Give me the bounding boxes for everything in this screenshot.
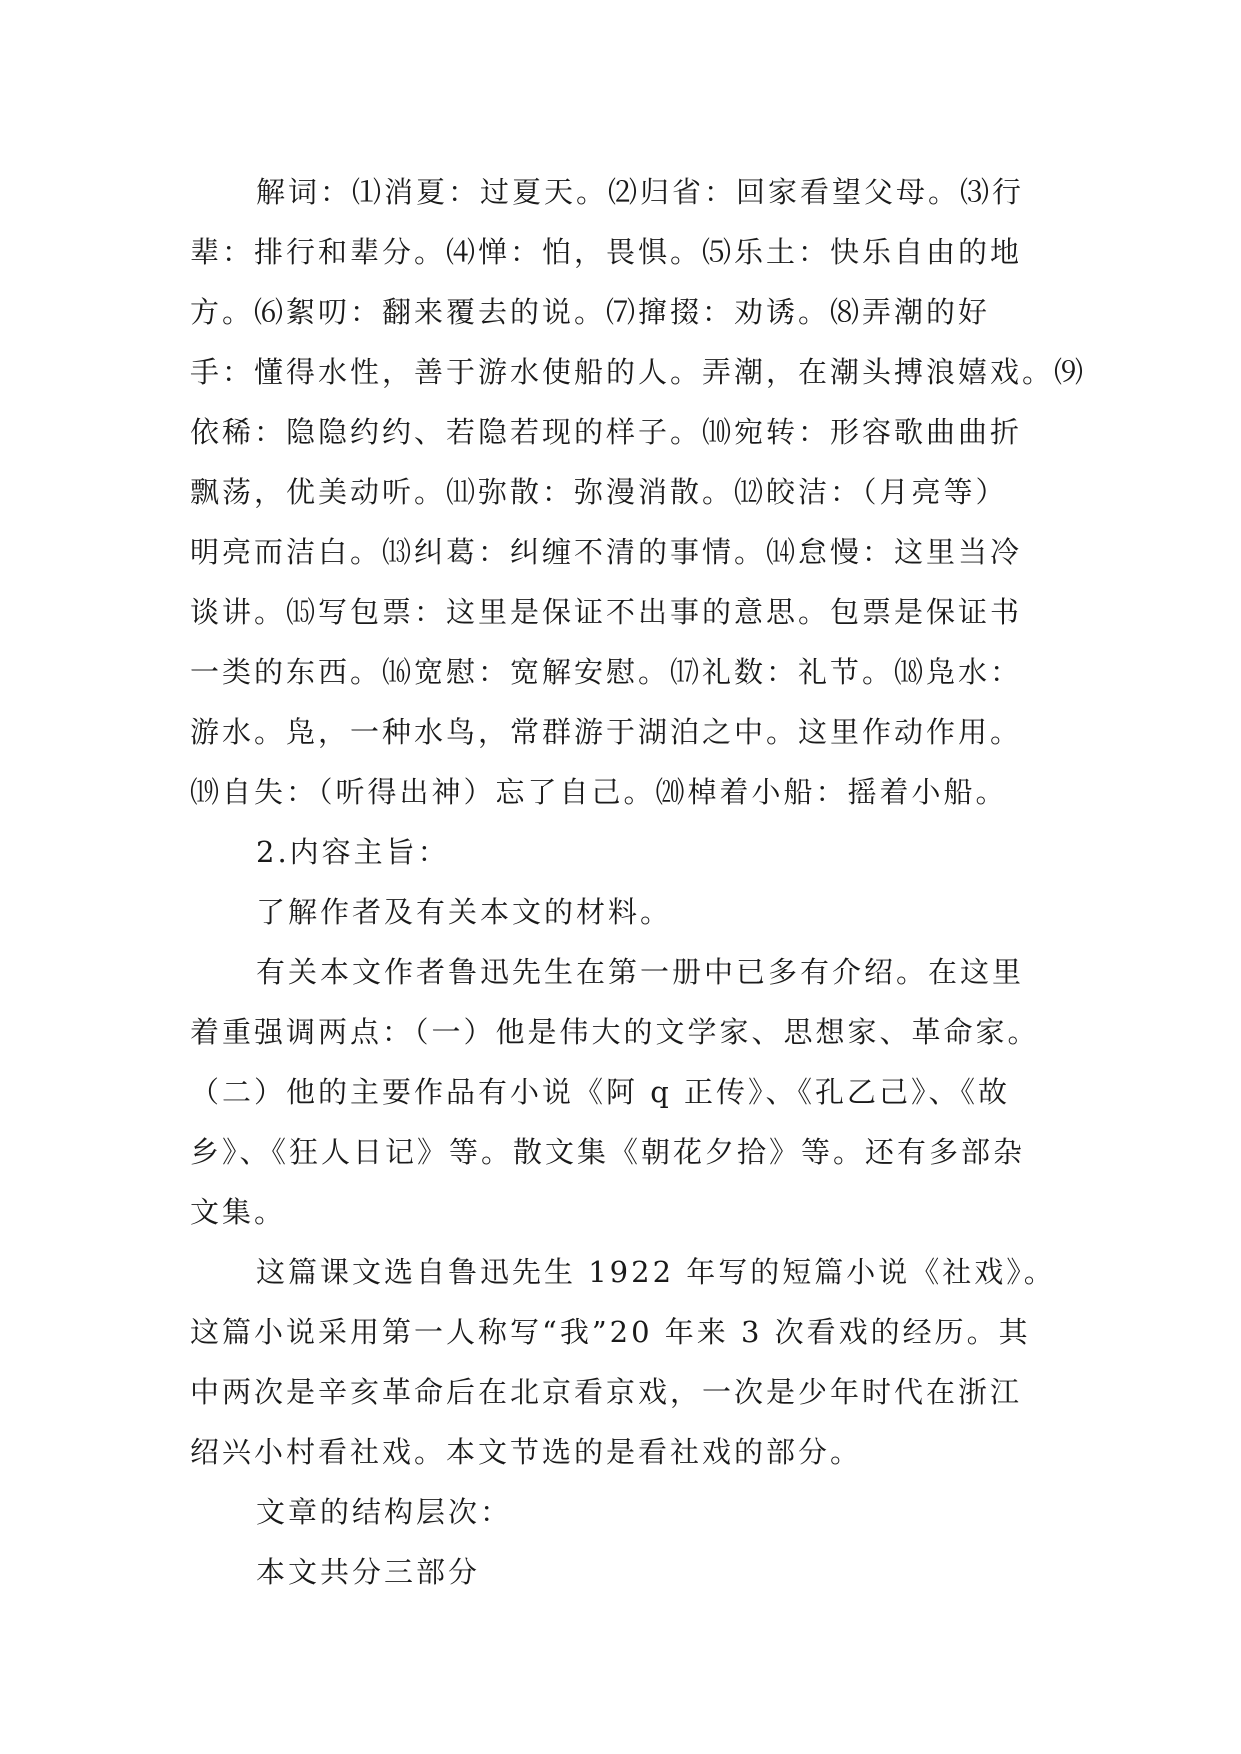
text-line: 2.内容主旨：: [256, 835, 450, 869]
text-line: 谈讲。⒂写包票：这里是保证不出事的意思。包票是保证书: [190, 595, 1023, 629]
text-line: 飘荡，优美动听。⑾弥散：弥漫消散。⑿皎洁：（月亮等）: [190, 475, 1008, 509]
text-line: 这篇课文选自鲁迅先生 1922 年写的短篇小说《社戏》。: [256, 1255, 1056, 1289]
text-line: 明亮而洁白。⒀纠葛：纠缠不清的事情。⒁怠慢：这里当冷: [190, 535, 1023, 569]
text-line: 手：懂得水性，善于游水使船的人。弄潮，在潮头搏浪嬉戏。⑼: [190, 355, 1087, 389]
text-line: 辈：排行和辈分。⑷惮：怕，畏惧。⑸乐土：快乐自由的地: [190, 235, 1023, 269]
text-line: （二）他的主要作品有小说《阿 q 正传》、《孔乙己》、《故: [190, 1075, 1011, 1109]
text-line: 解词：⑴消夏：过夏天。⑵归省：回家看望父母。⑶行: [256, 175, 1025, 209]
text-line: 文集。: [190, 1195, 287, 1229]
text-line: 依稀：隐隐约约、若隐若现的样子。⑽宛转：形容歌曲曲折: [190, 415, 1023, 449]
text-line: 一类的东西。⒃宽慰：宽解安慰。⒄礼数：礼节。⒅凫水：: [190, 655, 1023, 689]
text-line: 文章的结构层次：: [256, 1495, 513, 1529]
text-line: 方。⑹絮叨：翻来覆去的说。⑺撺掇：劝诱。⑻弄潮的好: [190, 295, 991, 329]
text-line: 有关本文作者鲁迅先生在第一册中已多有介绍。在这里: [256, 955, 1025, 989]
text-line: 绍兴小村看社戏。本文节选的是看社戏的部分。: [190, 1435, 863, 1469]
document-body: [190, 162, 1090, 1602]
text-line: 了解作者及有关本文的材料。: [256, 895, 673, 929]
text-line: ⒆自失：（听得出神）忘了自己。⒇棹着小船：摇着小船。: [190, 775, 1008, 809]
text-line: 这篇小说采用第一人称写“我”20 年来 3 次看戏的经历。其: [190, 1315, 1031, 1349]
text-line: 乡》、《狂人日记》等。散文集《朝花夕拾》等。还有多部杂: [190, 1135, 1026, 1169]
text-line: 本文共分三部分: [256, 1555, 481, 1589]
text-line: 游水。凫，一种水鸟，常群游于湖泊之中。这里作动作用。: [190, 715, 1023, 749]
text-line: 中两次是辛亥革命后在北京看京戏，一次是少年时代在浙江: [190, 1375, 1023, 1409]
text-line: 着重强调两点：（一）他是伟大的文学家、思想家、革命家。: [190, 1015, 1040, 1049]
